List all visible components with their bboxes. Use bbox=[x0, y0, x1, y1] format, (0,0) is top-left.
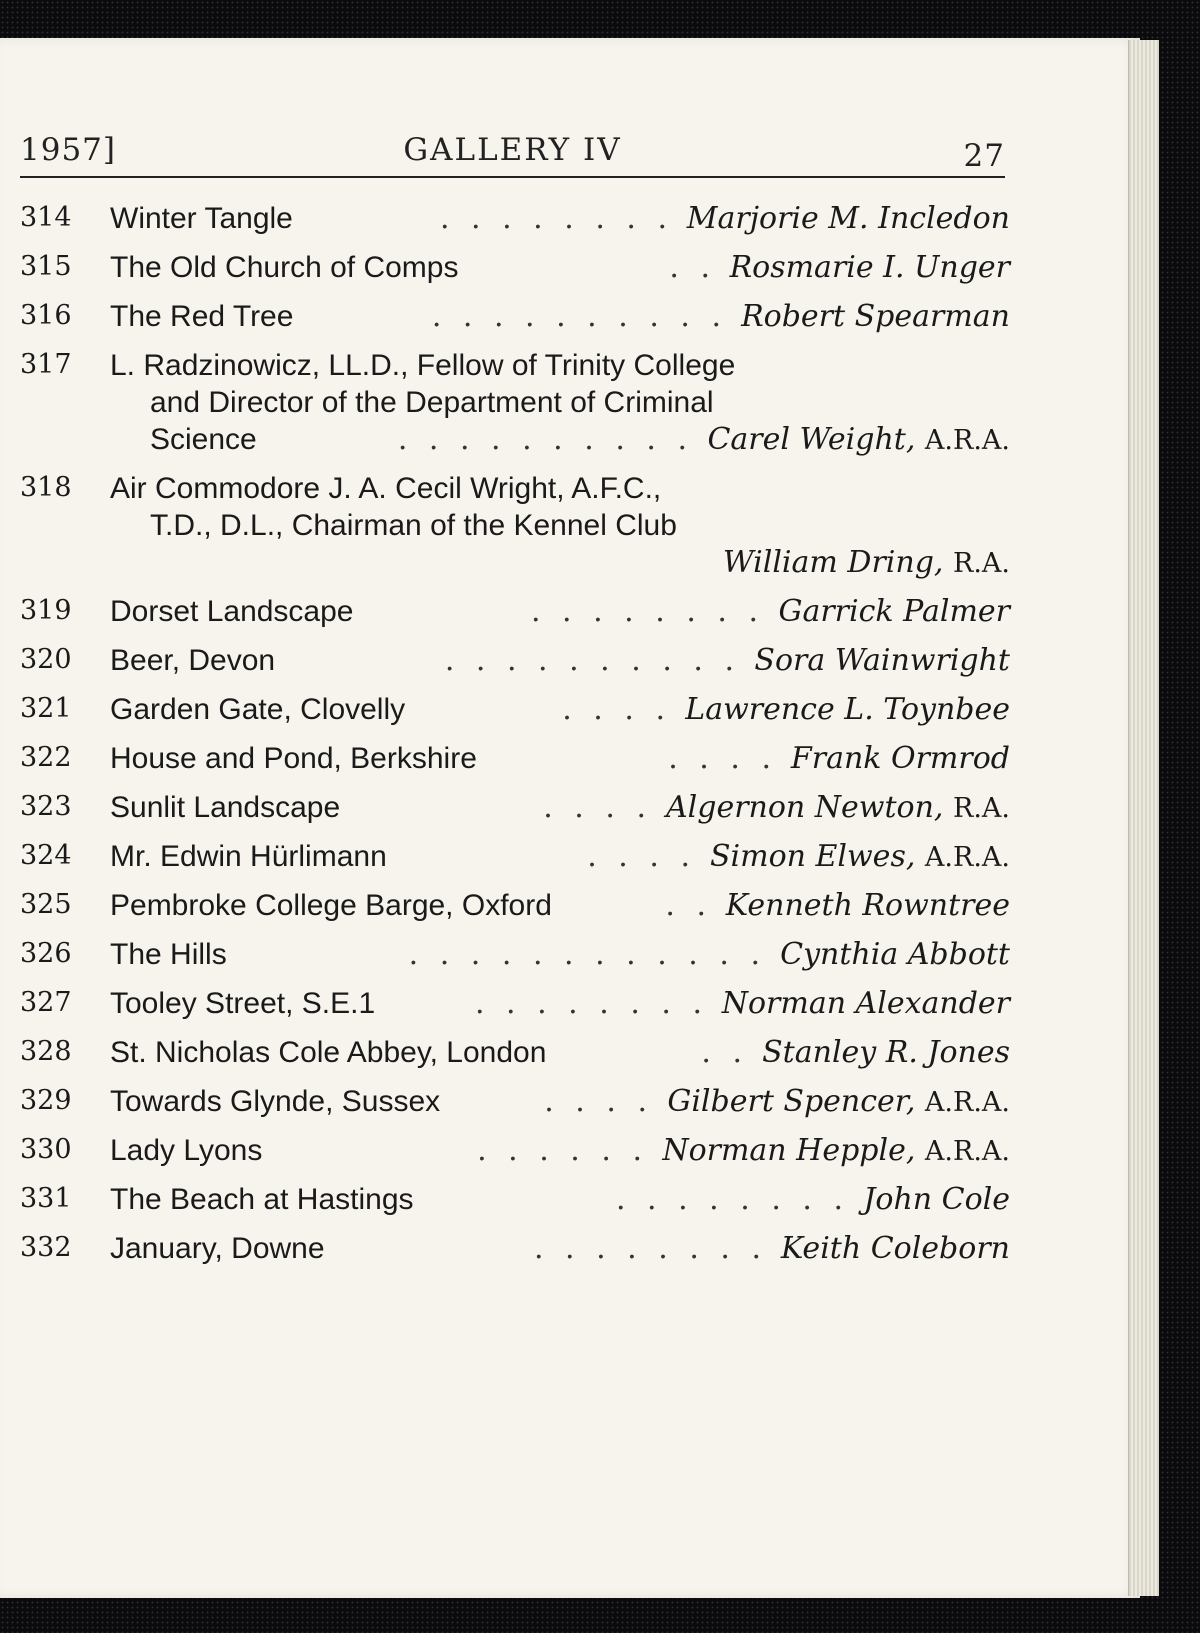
catalogue-entry bbox=[20, 1132, 1010, 1169]
page-header bbox=[20, 96, 1005, 178]
entry-artist: William Dring, R.A. bbox=[722, 545, 1010, 580]
entry-line bbox=[20, 985, 1010, 1022]
entry-line bbox=[20, 789, 1010, 826]
entry-line bbox=[20, 740, 1010, 777]
leader-dots: . . . . . . . . . . bbox=[444, 643, 740, 678]
entry-number: 332 bbox=[20, 1232, 72, 1263]
entry-title: Winter Tangle bbox=[110, 202, 293, 235]
leader-dots: . . . . . . . . . . bbox=[431, 299, 727, 334]
entry-title: Pembroke College Barge, Oxford bbox=[110, 889, 552, 922]
leader-dots: . . . . . . . . . . bbox=[397, 422, 693, 457]
catalogue-entries bbox=[20, 200, 1010, 1279]
artist-honours: A.R.A. bbox=[924, 1087, 1010, 1118]
catalogue-entry bbox=[20, 838, 1010, 875]
entry-title: and Director of the Department of Criminal bbox=[150, 386, 714, 419]
entry-title: Garden Gate, Clovelly bbox=[110, 693, 406, 726]
entry-line bbox=[20, 347, 1010, 384]
entry-artist: Keith Coleborn bbox=[780, 1231, 1010, 1266]
page-number: 27 bbox=[963, 138, 1005, 174]
catalogue-entry bbox=[20, 985, 1010, 1022]
catalogue-entry bbox=[20, 470, 1010, 581]
artist-honours: A.R.A. bbox=[924, 842, 1010, 873]
entry-title: The Old Church of Comps bbox=[110, 251, 459, 284]
entry-line bbox=[20, 1181, 1010, 1218]
catalogue-entry bbox=[20, 249, 1010, 286]
entry-artist: Lawrence L. Toynbee bbox=[685, 692, 1010, 727]
catalogue-entry bbox=[20, 936, 1010, 973]
entry-number: 322 bbox=[20, 742, 72, 773]
entry-title: House and Pond, Berkshire bbox=[110, 742, 477, 775]
entry-artist: Garrick Palmer bbox=[778, 594, 1010, 629]
entry-line bbox=[20, 298, 1010, 335]
leader-dots: . . bbox=[669, 250, 716, 285]
leader-dots: . . . . . . . . bbox=[439, 201, 673, 236]
entry-line bbox=[20, 887, 1010, 924]
entry-line bbox=[20, 1083, 1010, 1120]
entry-number: 330 bbox=[20, 1134, 72, 1165]
catalogue-entry bbox=[20, 200, 1010, 237]
artist-honours: R.A. bbox=[953, 548, 1010, 579]
leader-dots: . . . . . . . . bbox=[530, 594, 764, 629]
catalogue-entry bbox=[20, 740, 1010, 777]
entry-title: L. Radzinowicz, LL.D., Fellow of Trinity College bbox=[110, 349, 736, 382]
artist-honours: R.A. bbox=[953, 793, 1010, 824]
entry-artist: Norman Alexander bbox=[721, 986, 1010, 1021]
catalogue-entry bbox=[20, 642, 1010, 679]
leader-dots: . . . . bbox=[587, 839, 696, 874]
entry-title: Lady Lyons bbox=[110, 1134, 263, 1167]
header-year: 1957] bbox=[20, 132, 116, 168]
entry-line bbox=[20, 200, 1010, 237]
entry-title: Towards Glynde, Sussex bbox=[110, 1085, 441, 1118]
entry-title: Air Commodore J. A. Cecil Wright, A.F.C., bbox=[110, 472, 662, 505]
entry-line bbox=[20, 642, 1010, 679]
leader-dots: . . . . bbox=[668, 741, 777, 776]
page-title: GALLERY IV bbox=[403, 132, 622, 168]
entry-artist: Rosmarie I. Unger bbox=[729, 250, 1010, 285]
catalogue-entry bbox=[20, 347, 1010, 458]
entry-line bbox=[20, 691, 1010, 728]
entry-number: 323 bbox=[20, 791, 72, 822]
leader-dots: . . bbox=[701, 1035, 748, 1070]
entry-artist: Marjorie M. Incledon bbox=[686, 201, 1010, 236]
entry-title: Science bbox=[150, 423, 257, 456]
page-edge bbox=[1128, 40, 1159, 1596]
leader-dots: . . . . bbox=[562, 692, 671, 727]
entry-line bbox=[20, 384, 1010, 421]
entry-number: 329 bbox=[20, 1085, 72, 1116]
entry-number: 320 bbox=[20, 644, 72, 675]
entry-title: Beer, Devon bbox=[110, 644, 276, 677]
catalogue-entry bbox=[20, 887, 1010, 924]
entry-title: Tooley Street, S.E.1 bbox=[110, 987, 376, 1020]
entry-number: 318 bbox=[20, 472, 72, 503]
leader-dots: . . . . . . bbox=[477, 1133, 648, 1168]
entry-title: St. Nicholas Cole Abbey, London bbox=[110, 1036, 547, 1069]
entry-title: The Beach at Hastings bbox=[110, 1183, 414, 1216]
entry-line bbox=[20, 1034, 1010, 1071]
leader-dots: . . . . bbox=[543, 790, 652, 825]
catalogue-entry bbox=[20, 1083, 1010, 1120]
leader-dots: . . bbox=[665, 888, 712, 923]
entry-artist: Algernon Newton, R.A. bbox=[665, 790, 1010, 825]
entry-artist: Robert Spearman bbox=[741, 299, 1010, 334]
entry-number: 321 bbox=[20, 693, 72, 724]
entry-number: 315 bbox=[20, 251, 72, 282]
catalogue-entry bbox=[20, 1181, 1010, 1218]
entry-number: 325 bbox=[20, 889, 72, 920]
entry-line bbox=[20, 544, 1010, 581]
entry-title: The Hills bbox=[110, 938, 227, 971]
entry-line bbox=[20, 470, 1010, 507]
leader-dots: . . . . bbox=[544, 1084, 653, 1119]
entry-number: 324 bbox=[20, 840, 72, 871]
entry-line bbox=[20, 838, 1010, 875]
catalogue-entry bbox=[20, 691, 1010, 728]
entry-artist: Gilbert Spencer, A.R.A. bbox=[667, 1084, 1010, 1119]
entry-artist: Simon Elwes, A.R.A. bbox=[710, 839, 1010, 874]
entry-number: 331 bbox=[20, 1183, 72, 1214]
entry-number: 328 bbox=[20, 1036, 72, 1067]
entry-title: Mr. Edwin Hürlimann bbox=[110, 840, 387, 873]
entry-number: 327 bbox=[20, 987, 72, 1018]
entry-number: 326 bbox=[20, 938, 72, 969]
entry-number: 316 bbox=[20, 300, 72, 331]
entry-title: T.D., D.L., Chairman of the Kennel Club bbox=[150, 509, 677, 542]
leader-dots: . . . . . . . . . . . . bbox=[408, 937, 766, 972]
catalogue-entry bbox=[20, 298, 1010, 335]
entry-title: The Red Tree bbox=[110, 300, 294, 333]
entry-title: January, Downe bbox=[110, 1232, 325, 1265]
entry-number: 319 bbox=[20, 595, 72, 626]
entry-line bbox=[20, 593, 1010, 630]
entry-artist: Sora Wainwright bbox=[754, 643, 1010, 678]
artist-honours: A.R.A. bbox=[924, 425, 1010, 456]
catalogue-entry bbox=[20, 1230, 1010, 1267]
entry-line bbox=[20, 936, 1010, 973]
entry-title: Sunlit Landscape bbox=[110, 791, 341, 824]
leader-dots: . . . . . . . . bbox=[474, 986, 708, 1021]
entry-artist: Carel Weight, A.R.A. bbox=[707, 422, 1010, 457]
entry-artist: Norman Hepple, A.R.A. bbox=[662, 1133, 1010, 1168]
entry-artist: Kenneth Rowntree bbox=[725, 888, 1010, 923]
artist-honours: A.R.A. bbox=[924, 1136, 1010, 1167]
entry-number: 317 bbox=[20, 349, 72, 380]
entry-artist: Cynthia Abbott bbox=[780, 937, 1010, 972]
leader-dots: . . . . . . . . bbox=[533, 1231, 767, 1266]
entry-artist: John Cole bbox=[863, 1182, 1010, 1217]
entry-line bbox=[20, 421, 1010, 458]
leader-dots: . . . . . . . . bbox=[615, 1182, 849, 1217]
catalogue-entry bbox=[20, 1034, 1010, 1071]
entry-line bbox=[20, 507, 1010, 544]
entry-artist: Stanley R. Jones bbox=[762, 1035, 1010, 1070]
entry-line bbox=[20, 249, 1010, 286]
entry-line bbox=[20, 1230, 1010, 1267]
entry-title: Dorset Landscape bbox=[110, 595, 354, 628]
catalogue-entry bbox=[20, 593, 1010, 630]
entry-number: 314 bbox=[20, 202, 72, 233]
entry-artist: Frank Ormrod bbox=[790, 741, 1010, 776]
entry-line bbox=[20, 1132, 1010, 1169]
catalogue-entry bbox=[20, 789, 1010, 826]
